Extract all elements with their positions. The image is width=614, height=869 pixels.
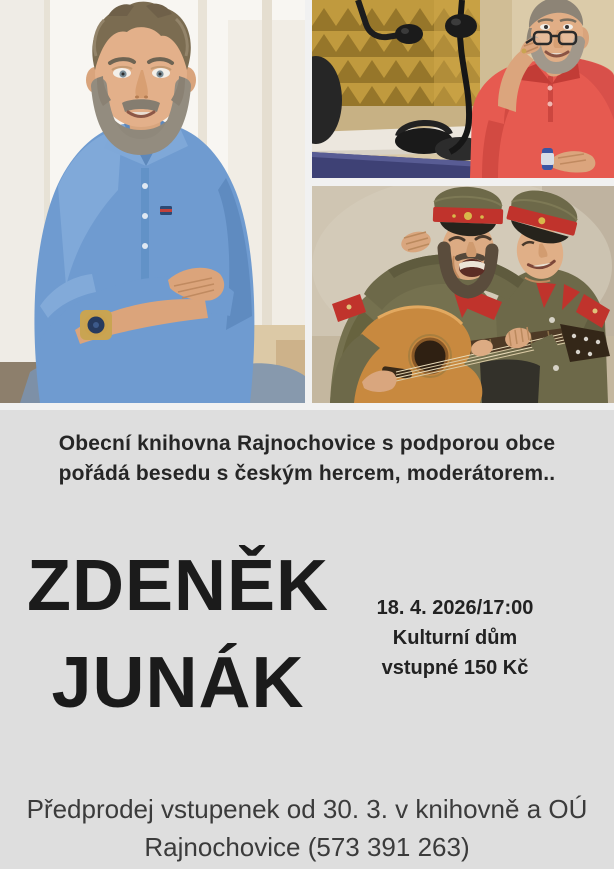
footer-text <box>0 790 614 866</box>
portrait-illustration <box>0 0 305 403</box>
event-details <box>335 593 575 683</box>
photo-collage <box>0 0 614 410</box>
title-first-name: ZDENĚK <box>26 546 329 626</box>
event-venue: Kulturní dům <box>392 627 518 649</box>
intro-line-2: pořádá besedu s českým hercem, moderátorem.. <box>58 462 556 485</box>
soldiers-illustration <box>312 186 614 403</box>
photo-radio-studio <box>312 0 614 178</box>
intro-line-1: Obecní knihovna Rajnochovice s podporou obce <box>58 432 556 455</box>
intro-text <box>0 429 614 489</box>
event-datetime: 18. 4. 2026/17:00 <box>376 597 534 619</box>
footer-line-2: Rajnochovice (573 391 263) <box>144 832 470 862</box>
photo-soldiers-guitar <box>312 186 614 403</box>
title-last-name: JUNÁK <box>51 643 305 723</box>
photo-portrait-blue-shirt <box>0 0 305 403</box>
event-price: vstupné 150 Kč <box>381 657 529 679</box>
page-title <box>0 538 356 732</box>
footer-line-1: Předprodej vstupenek od 30. 3. v knihovně a OÚ <box>26 794 588 824</box>
studio-illustration <box>312 0 614 178</box>
